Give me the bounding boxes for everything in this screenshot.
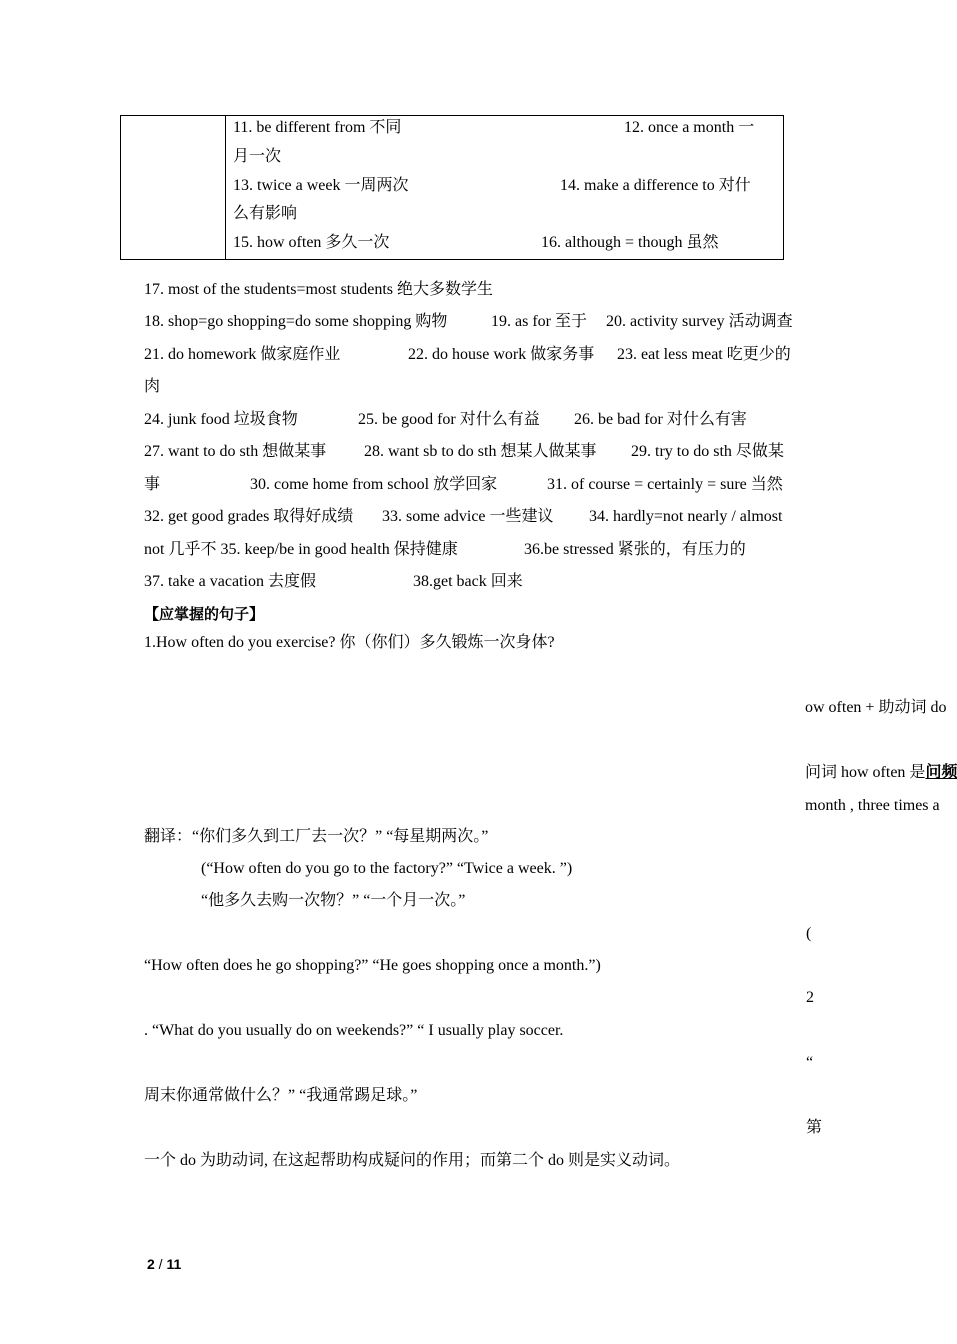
section-heading: 【应掌握的句子】 <box>144 605 265 623</box>
note-fragment-7: 第 <box>806 1119 823 1136</box>
note-fragment-2: 问词 how often 是问频 <box>805 764 957 781</box>
phrase-25: 25. be good for 对什么有益 <box>358 411 540 428</box>
table-cell-12: 12. once a month 一 <box>624 119 755 136</box>
phrase-23: 23. eat less meat 吃更少的 <box>617 346 791 363</box>
phrase-36: 36.be stressed 紧张的，有压力的 <box>524 541 746 558</box>
phrase-29-cont: 事 <box>144 476 161 493</box>
translation-1: 翻译：“你们多久到工厂去一次？” “每星期两次。” <box>144 828 489 845</box>
note-fragment-3: month , three times a <box>805 797 940 814</box>
phrase-21: 21. do homework 做家庭作业 <box>144 346 341 363</box>
table-cell-11: 11. be different from 不同 <box>233 119 402 136</box>
phrase-31: 31. of course = certainly = sure 当然 <box>547 476 783 493</box>
translation-1-en: (“How often do you go to the factory?” “Twice a week. ”) <box>201 860 573 877</box>
phrase-26: 26. be bad for 对什么有害 <box>574 411 747 428</box>
page-number: 2 / 11 <box>147 1256 182 1272</box>
phrase-30: 30. come home from school 放学回家 <box>250 476 498 493</box>
phrase-38: 38.get back 回来 <box>413 573 523 590</box>
note-fragment-1: ow often + 助动词 do <box>805 699 947 716</box>
phrase-19: 19. as for 至于 <box>491 313 587 330</box>
table-cell-16: 16. although = though 虽然 <box>541 234 719 251</box>
phrase-34: 34. hardly=not nearly / almost <box>589 508 783 525</box>
phrase-33: 33. some advice 一些建议 <box>382 508 554 525</box>
phrase-37: 37. take a vacation 去度假 <box>144 573 316 590</box>
note-fragment-5: 2 <box>806 989 814 1006</box>
table-cell-15: 15. how often 多久一次 <box>233 234 390 251</box>
table-cell-13: 13. twice a week 一周两次 <box>233 177 409 194</box>
sentence-2: . “What do you usually do on weekends?” “ I usually play soccer. <box>144 1022 564 1039</box>
table-divider <box>225 116 226 259</box>
phrase-32: 32. get good grades 取得好成绩 <box>144 508 354 525</box>
phrase-20: 20. activity survey 活动调查 <box>606 313 793 330</box>
phrase-18: 18. shop=go shopping=do some shopping 购物 <box>144 313 448 330</box>
translation-2-en: “How often does he go shopping?” “He goes shopping once a month.”) <box>144 957 601 974</box>
sentence-1: 1.How often do you exercise? 你（你们）多久锻炼一次身体? <box>144 634 555 651</box>
translation-2: “他多久去购一次物？” “一个月一次。” <box>201 892 466 909</box>
note-fragment-4: ( <box>806 925 812 942</box>
phrase-28: 28. want sb to do sth 想某人做某事 <box>364 443 597 460</box>
phrase-27: 27. want to do sth 想做某事 <box>144 443 327 460</box>
table-cell-14: 14. make a difference to 对什 <box>560 177 751 194</box>
phrase-22: 22. do house work 做家务事 <box>408 346 595 363</box>
phrase-29: 29. try to do sth 尽做某 <box>631 443 784 460</box>
note-fragment-6: “ <box>806 1054 814 1071</box>
phrase-17: 17. most of the students=most students 绝大多数学生 <box>144 281 494 298</box>
phrase-23-cont: 肉 <box>144 378 161 395</box>
phrase-35: not 几乎不 35. keep/be in good health 保持健康 <box>144 541 458 558</box>
table-cell-14-cont: 么有影响 <box>233 205 298 222</box>
grammar-note: 一个 do 为助动词, 在这起帮助构成疑问的作用；而第二个 do 则是实义动词。 <box>144 1152 681 1169</box>
table-cell-12-cont: 月一次 <box>233 148 282 165</box>
sentence-2-zh: 周末你通常做什么？” “我通常踢足球。” <box>144 1087 418 1104</box>
phrase-24: 24. junk food 垃圾食物 <box>144 411 298 428</box>
